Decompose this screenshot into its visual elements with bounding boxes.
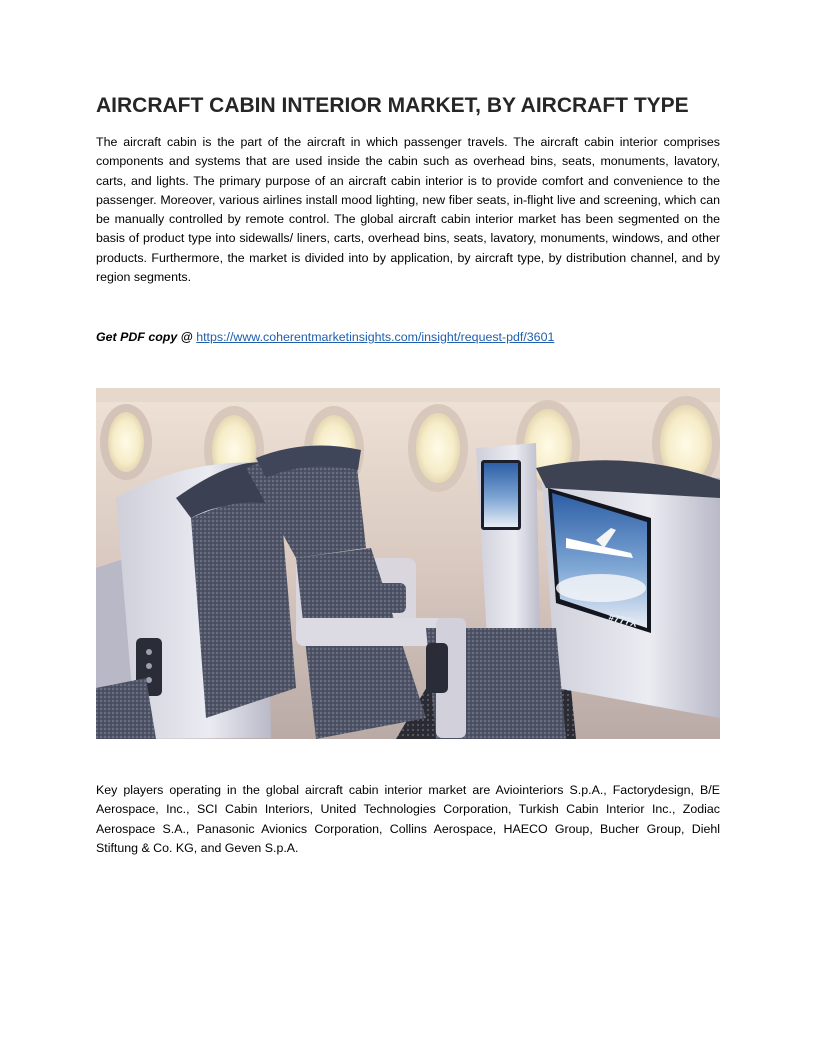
intro-paragraph: The aircraft cabin is the part of the aircraft in which passenger travels. The aircraft cabin interior comprises components and systems that are used inside the cabin such as overhead bins, seats, monuments, lavatory, carts, and lights. The primary purpose of an aircraft cabin interior is to provide comfort and convenience to the passenger. Moreover, various airlines install mood lighting, new fiber seats, in-flight live and screening, which can be manually controlled by remote control. The global aircraft cabin interior market has been segmented on the basis of product type into sidewalls/ liners, carts, overhead bins, seats, lavatory, monuments, windows, and other products. Furthermore, the market is divided into by application, by aircraft type, by distribution channel, and by region segments. (96, 135, 720, 285)
pdf-request-link[interactable]: https://www.coherentmarketinsights.com/insight/request-pdf/3601 (196, 330, 555, 344)
cabin-interior-photo (96, 388, 720, 739)
pdf-copy-label: Get PDF copy @ (96, 330, 193, 344)
screen-aircraft-label: #777X (607, 612, 638, 630)
document-title: AIRCRAFT CABIN INTERIOR MARKET, BY AIRCRAFT TYPE (96, 94, 689, 117)
pdf-copy-line (96, 328, 720, 347)
key-players-paragraph: Key players operating in the global aircraft cabin interior market are Aviointeriors S.p.A., Factorydesign, B/E Aerospace, Inc., SCI Cabin Interiors, United Technologies Corporation, Turkish Cabin Interior Inc., Zodiac Aerospace S.A., Panasonic Avionics Corporation, Collins Aerospace, HAECO Group, Bucher Group, Diehl Stiftung & Co. KG, and Geven S.p.A. (96, 783, 720, 855)
